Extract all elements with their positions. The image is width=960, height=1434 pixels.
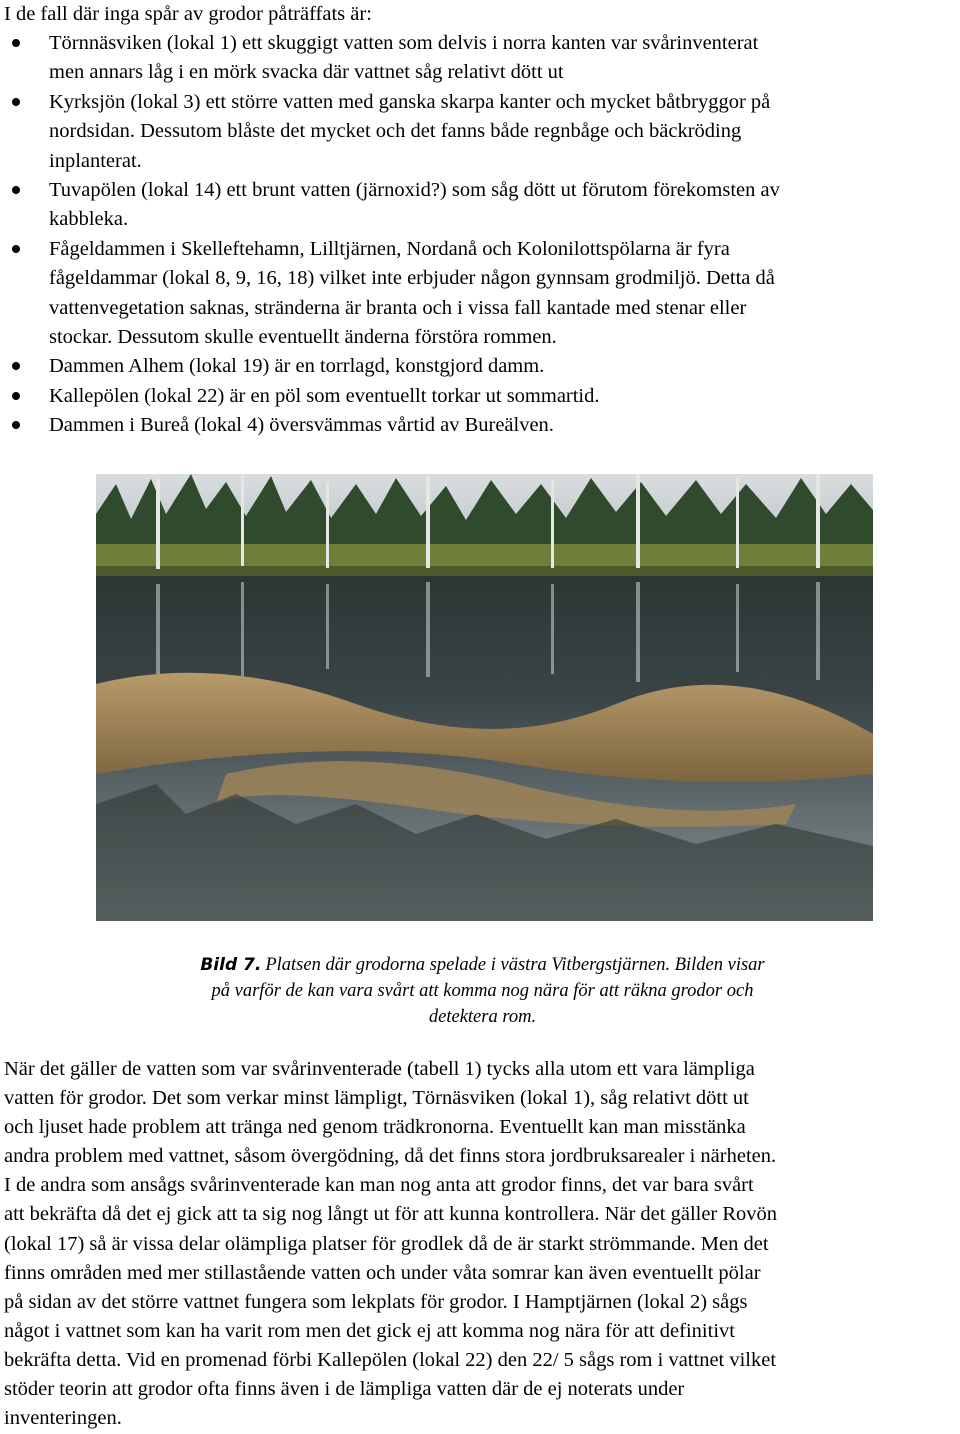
list-item-line: kabbleka. (49, 208, 129, 231)
body-line: I de andra som ansågs svårinventerade kan man nog anta att grodor finns, det var bara svårt (4, 1174, 754, 1197)
intro-text: I de fall där inga spår av grodor påträffats är: (4, 3, 372, 25)
list-item-line: Kyrksjön (lokal 3) ett större vatten med ganska skarpa kanter och mycket båtbryggor på (49, 90, 771, 113)
body-line: finns områden med mer stillastående vatten och under våta somrar kan även eventuellt pölar (4, 1261, 761, 1284)
body-line: stöder teorin att grodor ofta finns även i de lämpliga vatten där de ej noterats under (4, 1378, 685, 1401)
lake-photo (96, 474, 873, 921)
list-item (0, 176, 960, 235)
figure-caption (150, 952, 815, 1030)
caption-label: Bild 7. (200, 955, 262, 975)
list-item-line: Tuvapölen (lokal 14) ett brunt vatten (järnoxid?) som såg dött ut förutom förekomsten av (49, 179, 780, 202)
list-item-line: vattenvegetation saknas, stränderna är branta och i vissa fall kantade med stenar eller (49, 296, 747, 319)
list-item-line: nordsidan. Dessutom blåste det mycket och det fanns både regnbåge och bäckröding (49, 120, 742, 143)
body-line: något i vattnet som kan ha varit rom men det gick ej att komma nog nära för att definitivt (4, 1319, 735, 1342)
bullet-list (0, 29, 960, 441)
body-line: på sidan av det större vattnet fungera som lekplats för grodor. I Hamptjärnen (lokal 2) sågs (4, 1290, 748, 1313)
bullet-icon (12, 392, 20, 400)
list-item-line: Dammen Alhem (lokal 19) är en torrlagd, konstgjord damm. (49, 355, 545, 378)
list-item (0, 235, 960, 353)
bullet-icon (12, 186, 20, 194)
body-paragraph (4, 1055, 960, 1433)
list-item (0, 352, 960, 381)
list-item (0, 88, 960, 176)
bullet-icon (12, 39, 20, 47)
body-line: inventeringen. (4, 1407, 122, 1430)
list-item-line: fågeldammar (lokal 8, 9, 16, 18) vilket inte erbjuder någon gynnsam grodmiljö. Detta då (49, 267, 775, 290)
list-item-line: Dammen i Bureå (lokal 4) översvämmas vårtid av Bureälven. (49, 414, 554, 437)
body-line: (lokal 17) så är vissa delar olämpliga platser för grodlek då de är starkt strömmande. Men det (4, 1232, 769, 1255)
list-item-line: men annars låg i en mörk svacka där vattnet såg relativt dött ut (49, 61, 564, 84)
list-item-line: Kallepölen (lokal 22) är en pöl som eventuellt torkar ut sommartid. (49, 384, 600, 407)
list-item-line: Fågeldammen i Skelleftehamn, Lilltjärnen, Nordanå och Kolonilottspölarna är fyra (49, 237, 730, 260)
caption-text: Platsen där grodorna spelade i västra Vitbergstjärnen. Bilden visar (265, 955, 765, 975)
bullet-icon (12, 362, 20, 370)
body-line: och ljuset hade problem att tränga ned genom trädkronorna. Eventuellt kan man misstänka (4, 1116, 746, 1139)
bullet-icon (12, 421, 20, 429)
body-line: andra problem med vattnet, såsom övergödning, då det finns stora jordbruksarealer i närheten. (4, 1145, 777, 1168)
list-item (0, 29, 960, 88)
body-line: att bekräfta då det ej gick att ta sig nog långt ut för att kunna kontrollera. När det gäller Rovön (4, 1203, 778, 1226)
body-line: bekräfta detta. Vid en promenad förbi Kallepölen (lokal 22) den 22/ 5 sågs rom i vattnet vilket (4, 1348, 777, 1371)
lake-photo-illustration (96, 474, 873, 921)
bullet-icon (12, 98, 20, 106)
body-line: vatten för grodor. Det som verkar minst lämpligt, Törnäsviken (lokal 1), såg relativt dött ut (4, 1087, 749, 1110)
list-item (0, 411, 960, 440)
body-line: När det gäller de vatten som var svårinventerade (tabell 1) tycks alla utom ett vara lämpliga (4, 1058, 755, 1080)
list-item (0, 382, 960, 411)
caption-line (150, 952, 815, 978)
caption-line: detektera rom. (428, 1007, 537, 1027)
bullet-icon (12, 245, 20, 253)
list-item-line: inplanterat. (49, 149, 142, 172)
list-item-line: stockar. Dessutom skulle eventuellt änderna förstöra rommen. (49, 326, 557, 349)
list-item-line: Törnnäsviken (lokal 1) ett skuggigt vatten som delvis i norra kanten var svårinventerat (49, 32, 759, 54)
caption-line: på varför de kan vara svårt att komma nog nära för att räkna grodor och (211, 981, 754, 1001)
